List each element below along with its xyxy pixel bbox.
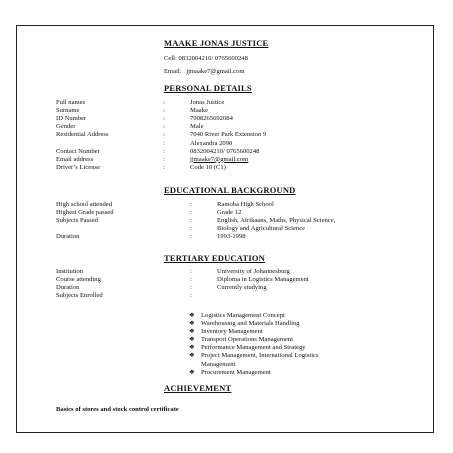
row-label: Email address [56, 155, 94, 163]
email-label: Email: [164, 68, 182, 75]
row-label: Duration [56, 233, 80, 241]
row-value: Ramoba High School [217, 201, 274, 208]
row-separator: : [190, 201, 192, 208]
bullet-icon: ❖ [189, 344, 195, 352]
row-separator: : [190, 225, 192, 233]
row-label: Course attending [56, 276, 101, 284]
subject-continuation: Management [201, 360, 236, 368]
subject-label: Warehousing and Materials Handling [201, 320, 300, 328]
row-label: Duration [56, 284, 80, 292]
row-separator: : [163, 147, 165, 155]
row-separator: : [163, 99, 165, 106]
row-label: ID Number [56, 115, 87, 123]
row-value[interactable]: jjmaake7@gmail.com [190, 155, 249, 163]
educational-background-heading: EDUCATIONAL BACKGROUND [164, 185, 296, 195]
subject-label: Transport Operations Management [201, 336, 294, 344]
subject-item [189, 352, 319, 368]
row-label: Residential Address [56, 131, 109, 139]
row-value: Male [190, 123, 204, 131]
row-separator: : [163, 155, 165, 163]
row-separator: : [163, 131, 165, 139]
row-separator: : [190, 292, 192, 300]
row-value: Maake [190, 107, 208, 115]
cell-number: Cell: 0832004210/ 0765600248 [164, 55, 248, 62]
subject-label: Performance Management and Strategy [201, 344, 306, 352]
row-label: Gender [56, 123, 76, 131]
row-label: Subjects Passed [56, 217, 98, 225]
row-separator: : [190, 209, 192, 217]
row-value: 7908265692084 [190, 115, 233, 123]
subject-item [189, 328, 319, 336]
row-label: Full names [56, 99, 86, 106]
row-value: 1993-1998 [217, 233, 246, 241]
row-label: Surname [56, 107, 80, 115]
row-label: Institution [56, 268, 84, 275]
bullet-icon: ❖ [189, 328, 195, 336]
row-label: Highest Grade passed [56, 209, 114, 217]
row-separator: : [190, 233, 192, 241]
row-separator: : [163, 107, 165, 115]
row-separator: : [190, 284, 192, 292]
subject-item [189, 369, 319, 377]
row-separator: : [163, 163, 165, 171]
row-separator: : [163, 139, 165, 147]
subject-item [189, 312, 319, 320]
subject-label: Procurement Management [201, 368, 271, 376]
row-value: Code 10 (C1) [190, 163, 226, 171]
personal-details-heading: PERSONAL DETAILS [164, 83, 252, 93]
row-value: 0832004210/ 0765600248 [190, 147, 260, 155]
row-value: Diploma in Logistics Management [217, 276, 309, 284]
row-value: Jonas Justice [190, 99, 225, 106]
row-value: University of Johannesburg [217, 268, 290, 275]
email-value: jjmaake7@gmail.com [186, 68, 245, 75]
subject-label: Project Management, International Logistics [201, 352, 319, 360]
applicant-name: MAAKE JONAS JUSTICE [164, 38, 269, 48]
row-value: 7040 River Park Extension 9 [190, 131, 267, 139]
row-label: Driver’s License [56, 163, 101, 171]
bullet-icon: ❖ [189, 368, 195, 376]
bullet-icon: ❖ [189, 336, 195, 344]
subject-label: Logistics Management Concept [201, 312, 285, 319]
bullet-icon: ❖ [189, 352, 195, 360]
bullet-icon: ❖ [189, 312, 195, 319]
row-value: English, Afrikaans, Maths, Physical Science, [217, 217, 336, 225]
achievement-heading: ACHIEVEMENT [164, 383, 232, 393]
row-value: Currently studying [217, 284, 267, 292]
row-separator: : [190, 268, 192, 275]
achievement-text: Basics of stores and stock control certificate [56, 406, 179, 413]
email-line [164, 68, 245, 76]
row-label: Contact Number [56, 147, 100, 155]
row-separator: : [163, 115, 165, 123]
row-separator: : [190, 217, 192, 225]
row-separator: : [190, 276, 192, 284]
subject-label: Inventory Management [201, 328, 263, 336]
row-value: Alexandra 2090 [190, 139, 233, 147]
tertiary-education-heading: TERTIARY EDUCATION [164, 253, 266, 263]
row-separator: : [163, 123, 165, 131]
subject-item [189, 336, 319, 344]
subjects-list [189, 312, 319, 377]
bullet-icon: ❖ [189, 320, 195, 328]
subject-item [189, 320, 319, 328]
subject-item [189, 344, 319, 352]
row-value: Grade 12 [217, 209, 242, 217]
row-label: Subjects Enrolled [56, 292, 103, 300]
row-value: Biology and Agricultural Science [217, 225, 306, 233]
row-label: High school attended [56, 201, 113, 208]
